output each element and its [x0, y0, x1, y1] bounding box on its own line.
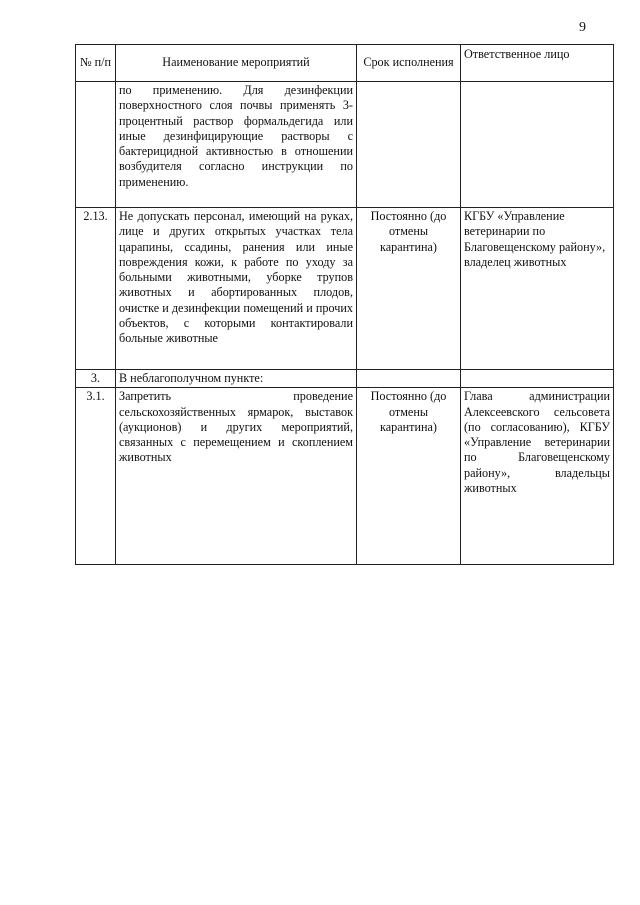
- table-row: [76, 388, 614, 565]
- row-num: 2.13.: [76, 208, 116, 370]
- header-name: Наименование мероприятий: [116, 45, 357, 82]
- table-header-row: [76, 45, 614, 82]
- row-name: Запретить проведение сельскохозяйственных ярмарок, выставок (аукционов) и других мероприятий, связанных с перемещением и скоплением животных: [116, 388, 357, 565]
- header-term: Срок исполнения: [357, 45, 461, 82]
- row-responsible: [461, 82, 614, 208]
- row-responsible: КГБУ «Управление ветеринарии по Благовещенскому району», владелец животных: [461, 208, 614, 370]
- row-num: 3.: [76, 370, 116, 388]
- row-name: В неблагополучном пункте:: [116, 370, 357, 388]
- table-row: [76, 82, 614, 208]
- row-term: Постоянно (до отмены карантина): [357, 388, 461, 565]
- row-name: по применению. Для дезинфекции поверхностного слоя почвы применять 3-процентный раствор формальдегида или иные дезинфицирующие растворы с бактерицидной активностью в отношении возбудителя согласно инструкции по применению.: [116, 82, 357, 208]
- measures-table: [75, 44, 614, 565]
- row-name: Не допускать персонал, имеющий на руках, лице и других открытых участках тела царапины, ссадины, ранения или иные повреждения кожи, к работе по уходу за больными животными, уборке трупов животных и абортированных плодов, очистке и дезинфекции помещений и прочих объектов, с которыми контактировали больные животные: [116, 208, 357, 370]
- row-num: [76, 82, 116, 208]
- header-num: № п/п: [76, 45, 116, 82]
- row-term: [357, 82, 461, 208]
- section-row: [76, 370, 614, 388]
- row-responsible: Глава администрации Алексеевского сельсовета (по согласованию), КГБУ «Управление ветеринарии по Благовещенскому району», владельцы животных: [461, 388, 614, 565]
- page-number: 9: [579, 20, 586, 35]
- row-term: Постоянно (до отмены карантина): [357, 208, 461, 370]
- table-row: [76, 208, 614, 370]
- row-num: 3.1.: [76, 388, 116, 565]
- row-responsible: [461, 370, 614, 388]
- header-responsible: Ответственное лицо: [461, 45, 614, 82]
- row-term: [357, 370, 461, 388]
